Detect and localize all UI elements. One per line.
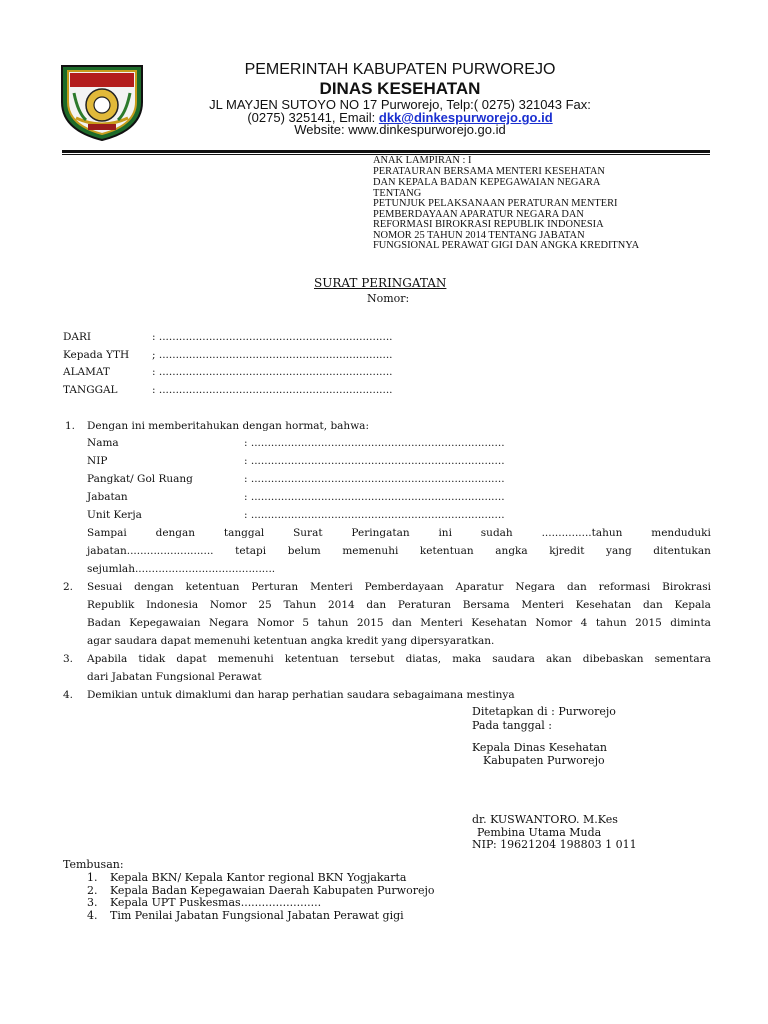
word: tanggal: [223, 527, 265, 539]
word: Kesehatan: [471, 617, 527, 629]
word: diminta: [670, 617, 711, 629]
lampiran-line: PERATAURAN BERSAMA MENTERI KESEHATAN: [373, 166, 605, 177]
tembusan-item: Kepala Badan Kepegawaian Daerah Kabupaten Purworejo: [110, 884, 435, 897]
item-number: 2.: [63, 581, 74, 593]
header-line1: PEMERINTAH KABUPATEN PURWOREJO: [244, 61, 556, 78]
header-contact-prefix: (0275) 325141, Email:: [247, 110, 379, 125]
item-number: 1.: [65, 420, 76, 432]
word: menduduki: [651, 527, 711, 539]
word: sudah: [480, 527, 513, 539]
word: tidak: [138, 653, 166, 665]
word: 2015: [356, 617, 384, 629]
tembusan-num: 1.: [87, 871, 98, 884]
word: dibebaskan: [582, 653, 644, 665]
word: ini: [438, 527, 452, 539]
signatory-nip: NIP: 19621204 198803 1 011: [472, 838, 637, 851]
item2-line2: [87, 599, 711, 611]
word: Aparatur: [455, 581, 504, 593]
word: Badan: [87, 617, 121, 629]
signatory-name: dr. KUSWANTORO. M.Kes: [472, 813, 618, 826]
address-label: ALAMAT: [63, 366, 110, 378]
address-label: TANGGAL: [63, 384, 118, 396]
word: Negara: [209, 617, 249, 629]
word: Birokrasi: [662, 581, 711, 593]
word: ketentuan: [185, 581, 240, 593]
lampiran-line: PETUNJUK PELAKSANAAN PERATURAN MENTERI: [373, 198, 618, 209]
word: Surat: [293, 527, 323, 539]
field-label: NIP: [87, 455, 108, 467]
word: sementara: [654, 653, 711, 665]
field-label: Unit Kerja: [87, 509, 142, 521]
word: dapat: [176, 653, 207, 665]
field-value: : ............................................................................: [244, 509, 505, 521]
lampiran-line: PEMBERDAYAAN APARATUR NEGARA DAN: [373, 209, 584, 220]
word: Nomor: [535, 617, 573, 629]
word: Nomor: [209, 599, 247, 611]
item-number: 4.: [63, 689, 74, 701]
word: akan: [545, 653, 572, 665]
word: Menteri: [521, 599, 564, 611]
signature-position: Kepala Dinas Kesehatan: [472, 741, 608, 754]
email-link[interactable]: dkk@dinkespurworejo.go.id: [378, 110, 553, 125]
field-value: : ............................................................................: [244, 473, 505, 485]
word: Republik: [87, 599, 135, 611]
address-value: : ......................................................................: [152, 366, 393, 378]
word: dan: [567, 581, 587, 593]
word: 25: [258, 599, 272, 611]
word: 4: [580, 617, 588, 629]
field-value: : ............................................................................: [244, 491, 505, 503]
tembusan-title: Tembusan:: [63, 858, 124, 871]
item2-line4: agar saudara dapat memenuhi ketentuan angka kredit yang dipersyaratkan.: [87, 635, 495, 647]
signature-place: Ditetapkan di : Purworejo: [472, 705, 616, 718]
address-value: : ......................................................................: [152, 384, 393, 396]
word: Perturan: [251, 581, 299, 593]
word: dan: [392, 617, 412, 629]
signature-date: Pada tanggal :: [472, 719, 552, 732]
field-label: Nama: [87, 437, 119, 449]
word: 2015: [635, 617, 662, 629]
header-divider: [62, 150, 710, 153]
word: Apabila: [87, 653, 128, 665]
item4-text: Demikian untuk dimaklumi dan harap perhatian saudara sebagaimana mestinya: [87, 689, 515, 701]
word: Bersama: [462, 599, 510, 611]
word: tahun: [595, 617, 627, 629]
word: maka: [452, 653, 482, 665]
word: dengan: [134, 581, 174, 593]
word: ...............tahun: [541, 527, 623, 539]
word: Nomor: [257, 617, 294, 629]
word: kjredit: [549, 545, 585, 557]
item1-paragraph-line2: [87, 545, 711, 557]
lampiran-line: REFORMASI BIROKRASI REPUBLIK INDONESIA: [373, 219, 604, 230]
word: Tahun: [283, 599, 317, 611]
word: Indonesia: [146, 599, 199, 611]
field-value: : ............................................................................: [244, 437, 505, 449]
lampiran-line: TENTANG: [373, 188, 422, 199]
header-address: JL MAYJEN SUTOYO NO 17 Purworejo, Telp:( 0275) 321043 Fax:: [209, 97, 591, 112]
address-value: : ......................................................................: [152, 331, 393, 343]
regency-logo: [56, 58, 148, 142]
word: memenuhi: [217, 653, 274, 665]
document-number: Nomor:: [367, 292, 410, 305]
item1-paragraph-line1: [87, 527, 711, 539]
item2-line1: [87, 581, 711, 593]
word: reformasi: [598, 581, 651, 593]
word: Menteri: [310, 581, 353, 593]
word: Kesehatan: [575, 599, 632, 611]
field-value: : ............................................................................: [244, 455, 505, 467]
tembusan-num: 4.: [87, 909, 98, 922]
signature-position-2: Kabupaten Purworejo: [483, 754, 605, 767]
lampiran-line: DAN KEPALA BADAN KEPEGAWAIAN NEGARA: [373, 177, 601, 188]
tembusan-num: 3.: [87, 896, 98, 909]
word: jabatan..........................: [87, 545, 214, 557]
word: Pemberdayaan: [364, 581, 444, 593]
lampiran-line: NOMOR 25 TAHUN 2014 TENTANG JABATAN: [373, 230, 585, 241]
word: tetapi: [235, 545, 267, 557]
word: Sampai: [87, 527, 127, 539]
word: tahun: [317, 617, 349, 629]
word: dan: [643, 599, 663, 611]
word: saudara: [492, 653, 535, 665]
word: Peringatan: [351, 527, 410, 539]
word: angka: [495, 545, 528, 557]
item3-line2: dari Jabatan Fungsional Perawat: [87, 671, 262, 683]
tembusan-item: Kepala BKN/ Kepala Kantor regional BKN Yogjakarta: [110, 871, 407, 884]
word: Peraturan: [397, 599, 452, 611]
word: ditentukan: [653, 545, 711, 557]
word: belum: [287, 545, 321, 557]
item2-line3: [87, 617, 711, 629]
word: ketentuan: [419, 545, 474, 557]
item1-intro: Dengan ini memberitahukan dengan hormat, bahwa:: [87, 420, 369, 432]
address-value: ; ......................................................................: [152, 349, 393, 361]
field-label: Pangkat/ Gol Ruang: [87, 473, 193, 485]
word: dan: [366, 599, 387, 611]
item1-paragraph-line3: sejumlah..........................................: [87, 563, 276, 575]
header-line2: DINAS KESEHATAN: [319, 79, 481, 98]
header-website: Website: www.dinkespurworejo.go.id: [294, 122, 506, 137]
word: diatas,: [405, 653, 442, 665]
word: memenuhi: [342, 545, 399, 557]
word: Kepegawaian: [129, 617, 201, 629]
word: dengan: [155, 527, 196, 539]
lampiran-line: ANAK LAMPIRAN : I: [373, 155, 472, 166]
address-label: Kepada YTH: [63, 349, 130, 361]
word: Negara: [515, 581, 556, 593]
document-title: SURAT PERINGATAN: [314, 276, 447, 290]
tembusan-num: 2.: [87, 884, 98, 897]
item-number: 3.: [63, 653, 74, 665]
word: tersebut: [349, 653, 395, 665]
word: 5: [302, 617, 310, 629]
tembusan-item: Kepala UPT Puskesmas.......................: [110, 896, 322, 909]
word: Menteri: [420, 617, 463, 629]
field-label: Jabatan: [87, 491, 128, 503]
tembusan-item: Tim Penilai Jabatan Fungsional Jabatan Perawat gigi: [110, 909, 404, 922]
word: ketentuan: [284, 653, 339, 665]
word: yang: [606, 545, 632, 557]
word: 2014: [327, 599, 355, 611]
word: Sesuai: [87, 581, 123, 593]
word: Kepala: [674, 599, 711, 611]
item3-line1: [87, 653, 711, 665]
signatory-rank: Pembina Utama Muda: [477, 826, 602, 839]
address-label: DARI: [63, 331, 92, 343]
lampiran-line: FUNGSIONAL PERAWAT GIGI DAN ANGKA KREDITNYA: [373, 240, 640, 251]
